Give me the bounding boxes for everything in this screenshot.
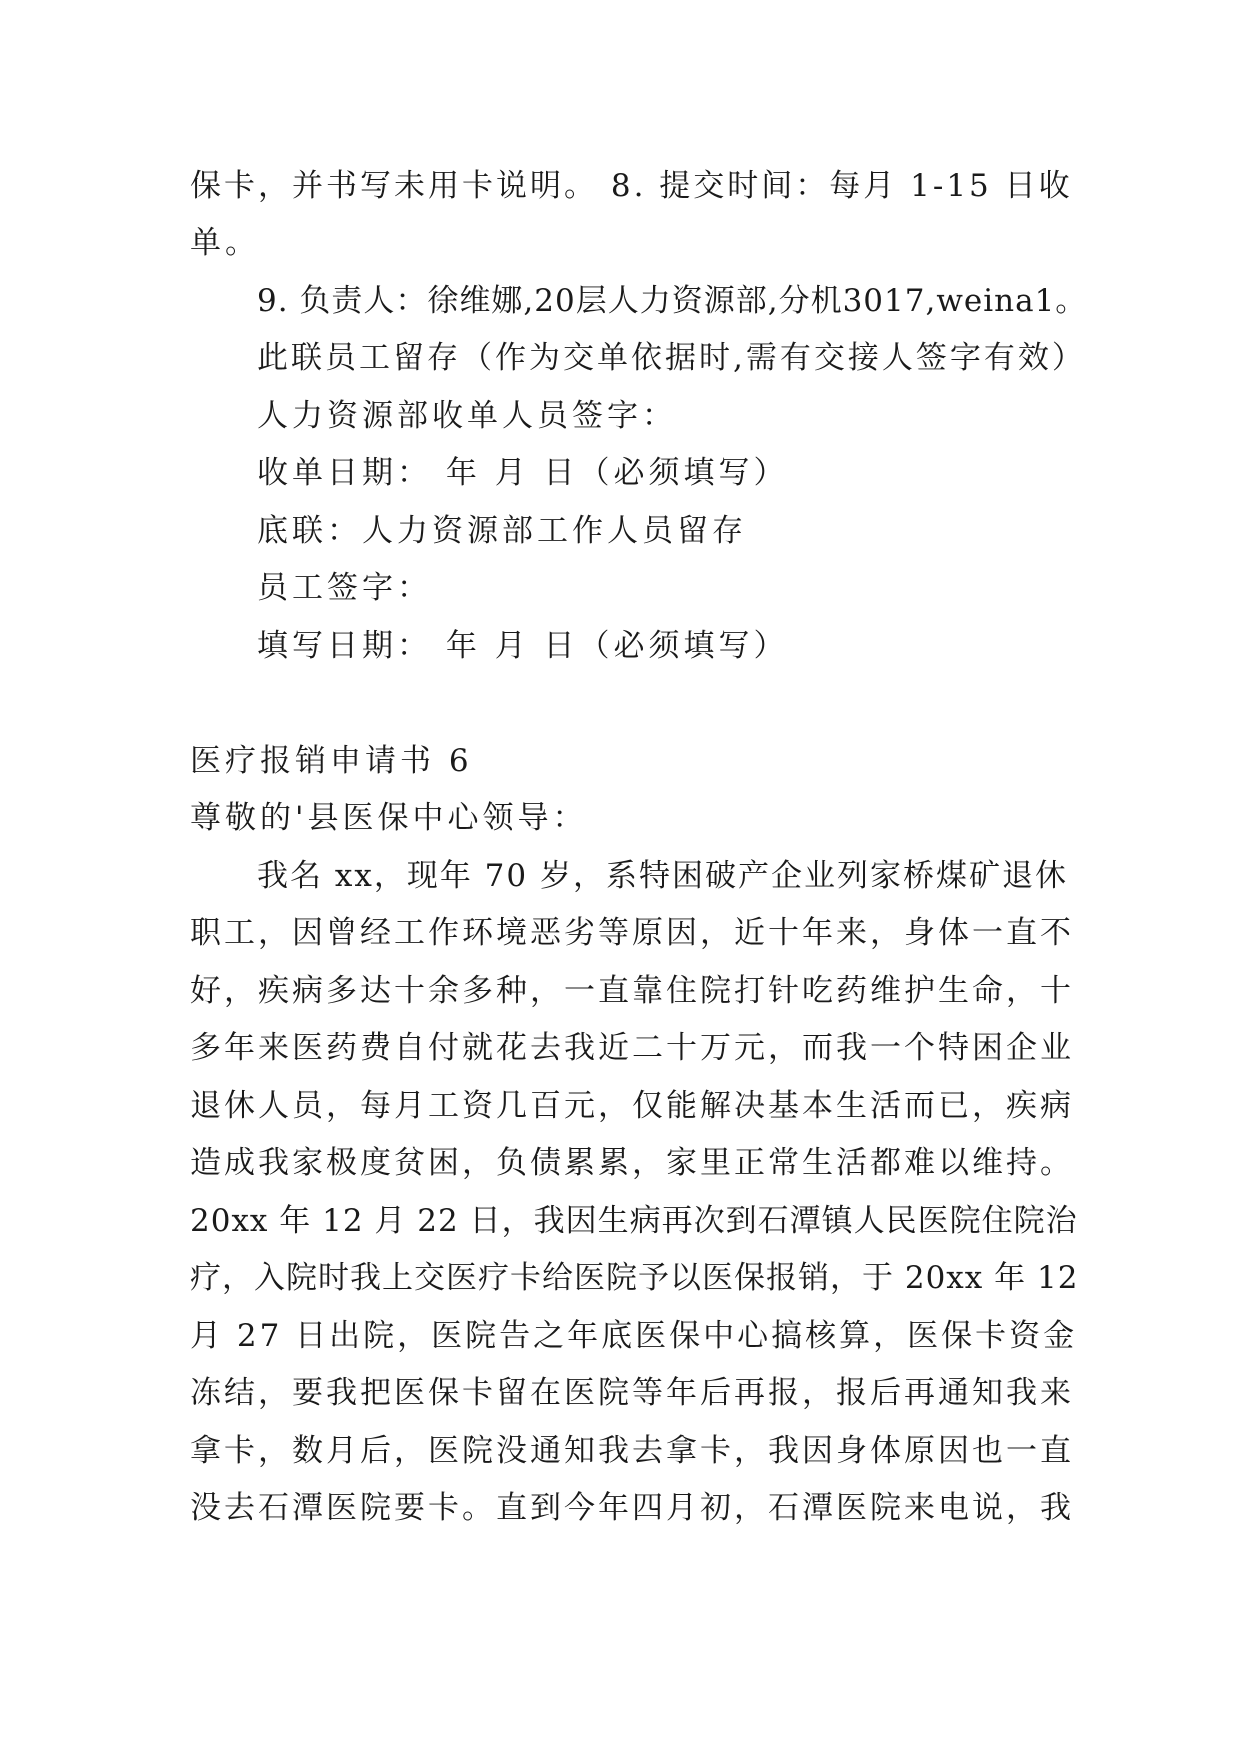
body-line: 退休人员，每月工资几百元，仅能解决基本生活而已，疾病 [190, 1088, 1074, 1124]
body-line: 职工，因曾经工作环境恶劣等原因，近十年来，身体一直不 [190, 915, 1074, 951]
body-line: 没去石潭医院要卡。直到今年四月初，石潭医院来电说，我 [190, 1490, 1074, 1526]
paragraph-line: 保卡，并书写未用卡说明。 8. 提交时间：每月 1-15 日收 [190, 168, 1073, 204]
body-line: 冻结，要我把医保卡留在医院等年后再报，报后再通知我来 [190, 1375, 1074, 1411]
receipt-date-line: 收单日期： 年 月 日（必须填写） [257, 455, 789, 491]
body-line: 疗，入院时我上交医疗卡给医院予以医保报销，于 20xx 年 12 [190, 1260, 1079, 1296]
body-line: 我名 xx，现年 70 岁，系特困破产企业列家桥煤矿退休 [257, 858, 1068, 894]
fill-date-line: 填写日期： 年 月 日（必须填写） [257, 628, 789, 664]
body-line: 拿卡，数月后，医院没通知我去拿卡，我因身体原因也一直 [190, 1433, 1074, 1469]
employee-signature-line: 员工签字： [257, 570, 432, 606]
paragraph-line: 单。 [190, 225, 260, 261]
body-line: 多年来医药费自付就花去我近二十万元，而我一个特困企业 [190, 1030, 1074, 1066]
receiver-signature-line: 人力资源部收单人员签字： [257, 398, 677, 434]
body-line: 好，疾病多达十余多种，一直靠住院打针吃药维护生命，十 [190, 973, 1074, 1009]
retention-note-line: 此联员工留存（作为交单依据时,需有交接人签字有效） [257, 340, 1086, 376]
responsible-person-line: 9. 负责人：徐维娜,20层人力资源部,分机3017,weina1。 [257, 283, 1088, 319]
body-line: 20xx 年 12 月 22 日，我因生病再次到石潭镇人民医院住院治 [190, 1203, 1078, 1239]
section-title: 医疗报销申请书 6 [190, 743, 473, 779]
body-line: 造成我家极度贫困，负债累累，家里正常生活都难以维持。 [190, 1145, 1074, 1181]
body-line: 月 27 日出院，医院告之年底医保中心搞核算，医保卡资金 [190, 1318, 1078, 1354]
stub-note-line: 底联：人力资源部工作人员留存 [257, 513, 747, 549]
salutation: 尊敬的'县医保中心领导： [190, 800, 588, 836]
